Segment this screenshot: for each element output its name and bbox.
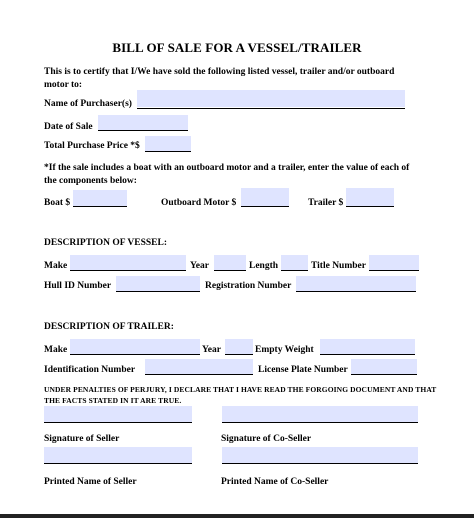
trailer-value-underline — [346, 206, 394, 207]
trailer-make-field[interactable] — [70, 339, 200, 354]
registration-number-field[interactable] — [296, 276, 416, 291]
perjury-declaration-line1: UNDER PENALTIES OF PERJURY, I DECLARE THAT I HAVE READ THE FORGOING DOCUMENT AND THAT — [44, 385, 437, 394]
vessel-make-underline — [70, 270, 186, 271]
co-seller-printed-name-underline — [222, 463, 418, 464]
trailer-year-field[interactable] — [225, 339, 253, 354]
trailer-make-underline — [70, 354, 200, 355]
date-of-sale-field[interactable] — [98, 115, 188, 130]
boat-value-field[interactable] — [73, 190, 127, 206]
seller-printed-name-field[interactable] — [44, 447, 192, 463]
date-of-sale-label: Date of Sale — [44, 122, 93, 132]
identification-number-label: Identification Number — [44, 365, 136, 375]
vessel-length-field[interactable] — [281, 255, 308, 270]
vessel-section-heading: DESCRIPTION OF VESSEL: — [44, 238, 168, 248]
trailer-make-label: Make — [44, 345, 68, 355]
intro-text-line2: motor to: — [44, 80, 83, 90]
identification-number-field[interactable] — [145, 359, 253, 374]
boat-value-label: Boat $ — [44, 198, 71, 208]
intro-text-line1: This is to certify that I/We have sold the following listed vessel, trailer and/or outboard — [44, 67, 395, 77]
components-note-line2: the components below: — [44, 176, 137, 186]
hull-id-field[interactable] — [116, 276, 200, 291]
trailer-value-label: Trailer $ — [308, 198, 344, 208]
vessel-title-number-label: Title Number — [311, 261, 366, 271]
co-seller-signature-label: Signature of Co-Seller — [221, 434, 312, 444]
trailer-year-label: Year — [202, 345, 221, 355]
perjury-declaration-line2: THE FACTS STATED IN IT ARE TRUE. — [44, 396, 182, 405]
seller-signature-underline — [44, 422, 192, 423]
seller-signature-field[interactable] — [44, 406, 192, 422]
trailer-year-underline — [225, 354, 253, 355]
name-of-purchaser-label: Name of Purchaser(s) — [44, 99, 132, 109]
seller-signature-label: Signature of Seller — [44, 434, 120, 444]
total-purchase-price-underline — [145, 151, 191, 152]
total-purchase-price-field[interactable] — [145, 136, 191, 151]
license-plate-field[interactable] — [351, 359, 417, 374]
name-of-purchaser-underline — [137, 108, 405, 109]
date-of-sale-underline — [98, 130, 188, 131]
registration-number-label: Registration Number — [205, 281, 292, 291]
empty-weight-field[interactable] — [320, 339, 415, 354]
license-plate-label: License Plate Number — [258, 365, 348, 375]
outboard-motor-value-field[interactable] — [241, 188, 289, 206]
vessel-length-underline — [281, 270, 308, 271]
vessel-make-label: Make — [44, 261, 68, 271]
components-note-line1: *If the sale includes a boat with an outboard motor and a trailer, enter the value of each of — [44, 163, 410, 173]
vessel-year-underline — [214, 270, 246, 271]
registration-number-underline — [296, 291, 416, 292]
empty-weight-underline — [320, 354, 415, 355]
seller-printed-name-label: Printed Name of Seller — [44, 477, 137, 487]
hull-id-label: Hull ID Number — [44, 281, 112, 291]
license-plate-underline — [351, 374, 417, 375]
co-seller-printed-name-label: Printed Name of Co-Seller — [221, 477, 329, 487]
vessel-title-number-underline — [369, 270, 419, 271]
bottom-border-bar — [0, 514, 474, 518]
vessel-year-label: Year — [190, 261, 209, 271]
trailer-value-field[interactable] — [346, 188, 394, 206]
vessel-make-field[interactable] — [70, 255, 186, 270]
seller-printed-name-underline — [44, 463, 192, 464]
hull-id-underline — [116, 291, 200, 292]
form-title: BILL OF SALE FOR A VESSEL/TRAILER — [112, 40, 362, 55]
name-of-purchaser-field[interactable] — [137, 90, 405, 107]
vessel-length-label: Length — [249, 261, 279, 271]
trailer-section-heading: DESCRIPTION OF TRAILER: — [44, 322, 174, 332]
outboard-motor-value-underline — [241, 206, 289, 207]
co-seller-signature-underline — [222, 422, 418, 423]
co-seller-signature-field[interactable] — [222, 406, 418, 422]
vessel-year-field[interactable] — [214, 255, 246, 270]
co-seller-printed-name-field[interactable] — [222, 447, 418, 463]
identification-number-underline — [145, 374, 253, 375]
empty-weight-label: Empty Weight — [255, 345, 314, 355]
vessel-title-number-field[interactable] — [369, 255, 419, 270]
outboard-motor-value-label: Outboard Motor $ — [161, 198, 237, 208]
boat-value-underline — [73, 206, 127, 207]
total-purchase-price-label: Total Purchase Price *$ — [44, 141, 140, 151]
